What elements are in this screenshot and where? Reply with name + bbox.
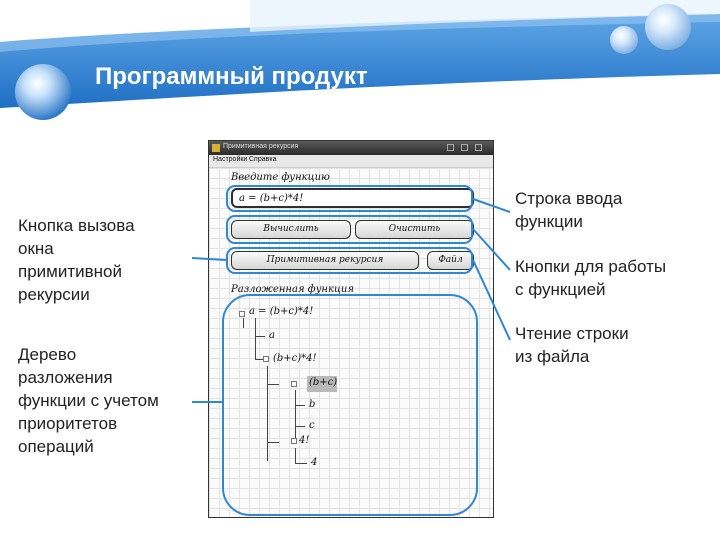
annotation-buttons [515, 255, 666, 301]
tree-node-root[interactable]: a = (b+c)*4! [249, 306, 314, 317]
tree-node-c[interactable]: c [309, 420, 315, 431]
annotation-line: приоритетов [18, 414, 118, 433]
annotation-line: функции с учетом [18, 391, 159, 410]
tree-node-b[interactable]: b [309, 399, 316, 410]
banner-background [0, 0, 720, 120]
tree-section-label: Разложенная функция [231, 284, 354, 295]
tree-connector [295, 463, 307, 464]
tree-connector [255, 336, 265, 337]
tree-node-factorial[interactable]: 4! [299, 435, 310, 446]
window-body [209, 168, 493, 517]
annotation-line: разложения [18, 368, 113, 387]
function-input[interactable]: a = (b+c)*4! [231, 188, 474, 208]
orb-decoration [610, 26, 638, 54]
window-titlebar [209, 141, 493, 155]
annotation-line: Кнопка вызова [18, 216, 135, 235]
annotation-file [515, 322, 629, 368]
tree-connector [243, 318, 244, 328]
tree-expand-toggle[interactable] [239, 311, 245, 317]
tree-connector [295, 426, 305, 427]
annotation-line: с функцией [515, 280, 606, 299]
annotation-line: из файла [515, 347, 590, 366]
tree-connector [295, 448, 296, 463]
menu-bar [209, 155, 493, 168]
input-section-label: Введите функцию [231, 172, 330, 183]
annotation-line: Строка ввода [515, 189, 623, 208]
tree-connector [267, 366, 268, 461]
tree-node-four[interactable]: 4 [311, 457, 318, 468]
tree-expand-toggle[interactable] [291, 381, 297, 387]
annotation-recursion-button [18, 214, 135, 306]
annotation-line: Дерево [18, 345, 77, 364]
annotation-line: Чтение строки [515, 324, 629, 343]
annotation-line: операций [18, 437, 94, 456]
orb-decoration [645, 4, 691, 50]
annotation-tree [18, 343, 159, 458]
close-icon[interactable] [475, 144, 482, 151]
tree-node-a[interactable]: a [269, 330, 275, 341]
tree-expand-toggle[interactable] [263, 356, 269, 362]
maximize-icon[interactable] [461, 144, 468, 151]
annotation-line: примитивной [18, 262, 122, 281]
tree-connector [267, 442, 279, 443]
tree-connector [295, 405, 305, 406]
annotation-line: окна [18, 239, 54, 258]
tree-node-product[interactable]: (b+c)*4! [273, 353, 317, 364]
annotation-line: рекурсии [18, 285, 90, 304]
slide-title: Программный продукт [95, 63, 368, 90]
annotation-line: Кнопки для работы [515, 257, 667, 276]
orb-decoration [15, 64, 71, 120]
window-title: Примитивная рекурсия [223, 143, 299, 150]
menu-item-settings[interactable]: Настройки [213, 156, 248, 163]
minimize-icon[interactable] [447, 144, 454, 151]
primitive-recursion-button[interactable]: Примитивная рекурсия [231, 251, 419, 270]
tree-expand-toggle[interactable] [291, 438, 297, 444]
tree-connector [255, 318, 256, 360]
annotation-line: функции [515, 212, 583, 231]
function-tree [223, 298, 481, 518]
app-window [208, 140, 494, 518]
tree-connector [267, 384, 279, 385]
menu-item-help[interactable]: Справка [249, 156, 277, 163]
tree-connector [295, 390, 296, 442]
annotation-input [515, 187, 622, 233]
tree-node-sum[interactable]: (b+c) [309, 377, 338, 388]
app-icon [212, 144, 220, 152]
file-button[interactable]: Файл [427, 251, 474, 270]
clear-button[interactable]: Очистить [355, 220, 474, 239]
calculate-button[interactable]: Вычислить [231, 220, 351, 239]
